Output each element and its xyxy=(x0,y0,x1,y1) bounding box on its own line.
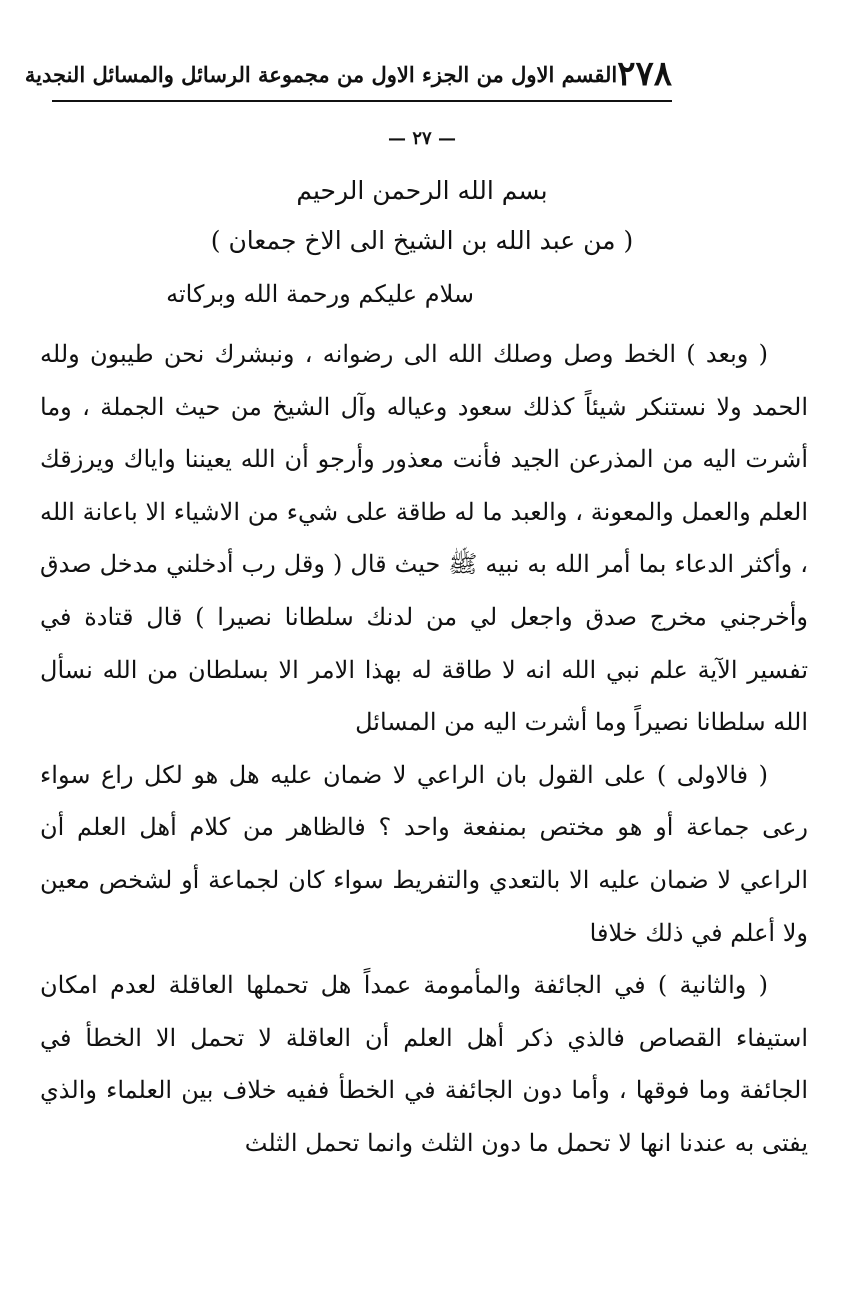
header-rule xyxy=(52,100,672,102)
paragraph-2: ( فالاولى ) على القول بان الراعي لا ضمان عليه هل هو لكل راع سواء رعى جماعة أو هو مختص بمنفعة واحد ؟ فالظاهر من كلام أهل العلم أن الراعي لا ضمان عليه الا بالتعدي والتفريط سواء كان لجماعة أو لشخص معين ولا أعلم في ذلك خلافا xyxy=(40,760,808,947)
letter-body xyxy=(40,328,808,1170)
letter-number: — ٢٧ — xyxy=(388,128,456,149)
greeting-line: سلام عليكم ورحمة الله وبركاته xyxy=(166,280,474,308)
basmala: بسم الله الرحمن الرحيم xyxy=(296,176,548,205)
page-number: ٢٧٨ xyxy=(617,54,672,94)
page-header xyxy=(24,50,672,98)
running-head: القسم الاول من الجزء الاول من مجموعة الرسائل والمسائل النجدية xyxy=(24,61,618,87)
paragraph-3: ( والثانية ) في الجائفة والمأمومة عمداً هل تحملها العاقلة لعدم امكان استيفاء القصاص فالذي ذكر أهل العلم أن العاقلة لا تحمل الا الخطأ في الجائفة وما فوقها ، وأما دون الجائفة في الخطأ ففيه خلاف بين العلماء والذي يفتى به عندنا انها لا تحمل ما دون الثلث وانما تحمل الثلث xyxy=(40,971,808,1157)
paragraph-1: ( وبعد ) الخط وصل وصلك الله الى رضوانه ، ونبشرك نحن طيبون ولله الحمد ولا نستنكر شيئاً كذلك سعود وعياله وآل الشيخ من حيث الجملة ، وما أشرت اليه من المذرعن الجيد فأنت معذور وأرجو أن الله يعيننا واياك ويرزقك العلم والعمل والمعونة ، والعبد ما له طاقة على شيء من الاشياء الا باعانة الله ، وأكثر الدعاء بما أمر الله به نبيه ﷺ حيث قال ( وقل رب أدخلني مدخل صدق وأخرجني مخرج صدق واجعل لي من لدنك سلطانا نصيرا ) قال قتادة في تفسير الآية علم نبي الله انه لا طاقة له بهذا الامر الا بسلطان من الله نسأل الله سلطانا نصيراً وما أشرت اليه من المسائل xyxy=(40,340,808,737)
addressee-line: ( من عبد الله بن الشيخ الى الاخ جمعان ) xyxy=(210,226,634,255)
